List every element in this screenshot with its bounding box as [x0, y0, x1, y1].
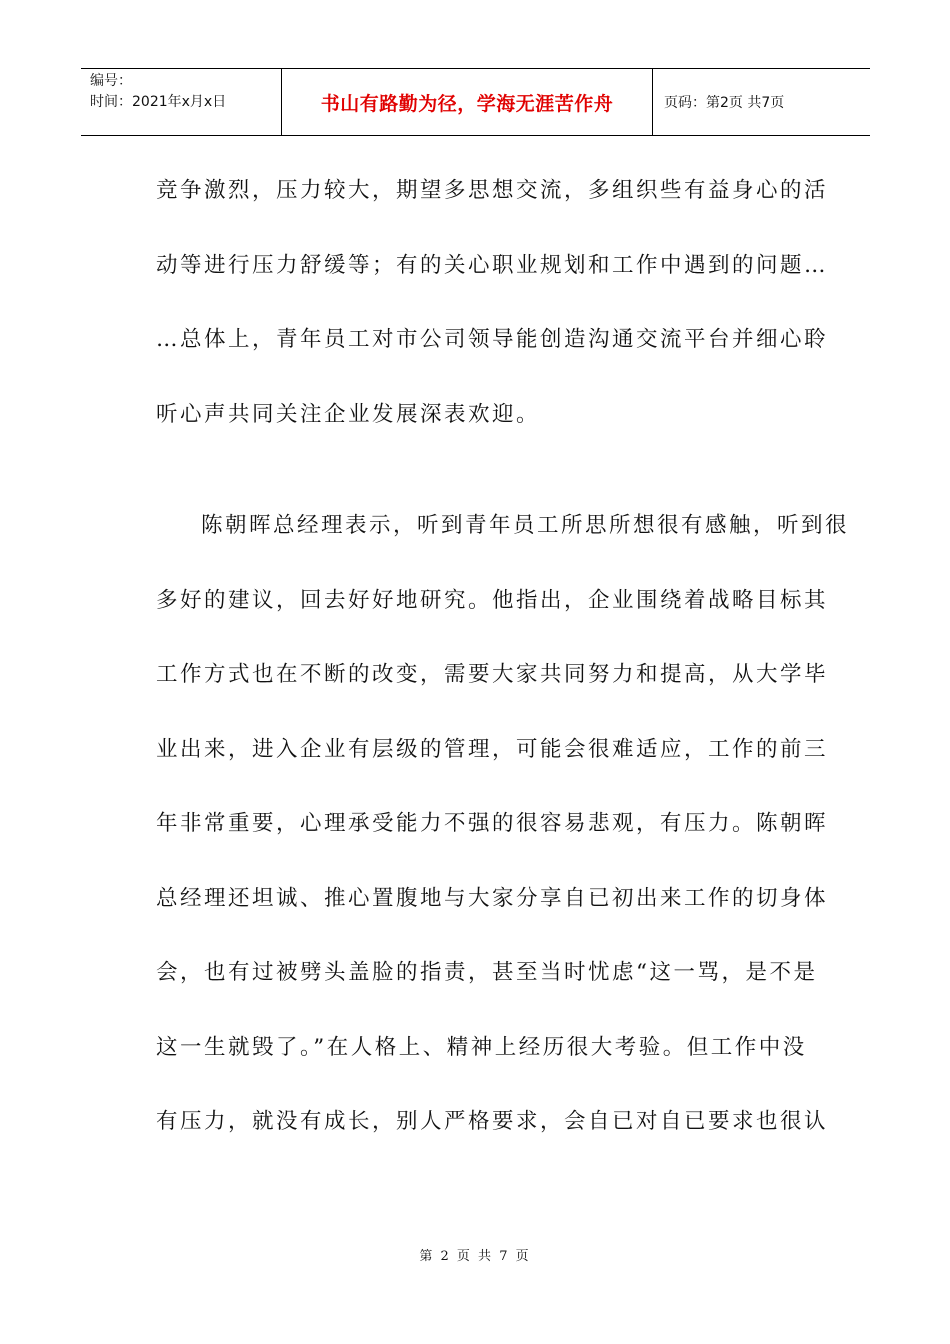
body-line: 年非常重要，心理承受能力不强的很容易悲观，有压力。陈朝晖 — [156, 811, 829, 836]
body-line: 总经理还坦诚、推心置腹地与大家分享自已初出来工作的切身体 — [156, 885, 829, 911]
header-page-number: 页码：第2页 共7页 — [664, 95, 785, 111]
paragraph-gap — [156, 470, 801, 507]
body-line-indented — [156, 507, 850, 544]
header-motto: 书山有路勤为径，学海无涯苦作舟 — [320, 92, 614, 115]
footer-page-number: 第 2 页 共 7 页 — [419, 1249, 531, 1264]
document-header — [81, 68, 870, 136]
header-motto-cell — [282, 69, 653, 135]
body-line: 动等进行压力舒缓等；有的关心职业规划和工作中遇到的问题… — [156, 252, 829, 278]
body-line: 这一生就毁了。”在人格上、精神上经历很大考验。但工作中没 — [156, 1034, 807, 1060]
body-line: …总体上，青年员工对市公司领导能创造沟通交流平台并细心聆 — [156, 327, 829, 352]
body-line: 有压力，就没有成长，别人严格要求，会自已对自已要求也很认 — [156, 1109, 829, 1134]
header-time: 时间：2021年x月x日 — [90, 94, 227, 110]
body-line: 业出来，进入企业有层级的管理，可能会很难适应，工作的前三 — [156, 736, 829, 762]
page-footer — [0, 1245, 950, 1264]
body-line: 听心声共同关注企业发展深表欢迎。 — [156, 401, 541, 427]
body-line: 工作方式也在不断的改变，需要大家共同努力和提高，从大学毕 — [156, 662, 829, 687]
header-meta — [81, 69, 282, 135]
body-line-text: 陈朝晖总经理表示，听到青年员工所思所想很有感触，听到很 — [201, 513, 850, 538]
body-line: 多好的建议，回去好好地研究。他指出，企业围绕着战略目标其 — [156, 587, 829, 613]
document-body — [156, 172, 850, 1178]
body-line: 竞争激烈，压力较大，期望多思想交流，多组织些有益身心的活 — [156, 178, 829, 203]
header-number: 编号： — [90, 73, 132, 89]
body-line: 会，也有过被劈头盖脸的指责，甚至当时忧虑“这一骂，是不是 — [156, 960, 818, 985]
header-page-cell — [653, 69, 870, 135]
